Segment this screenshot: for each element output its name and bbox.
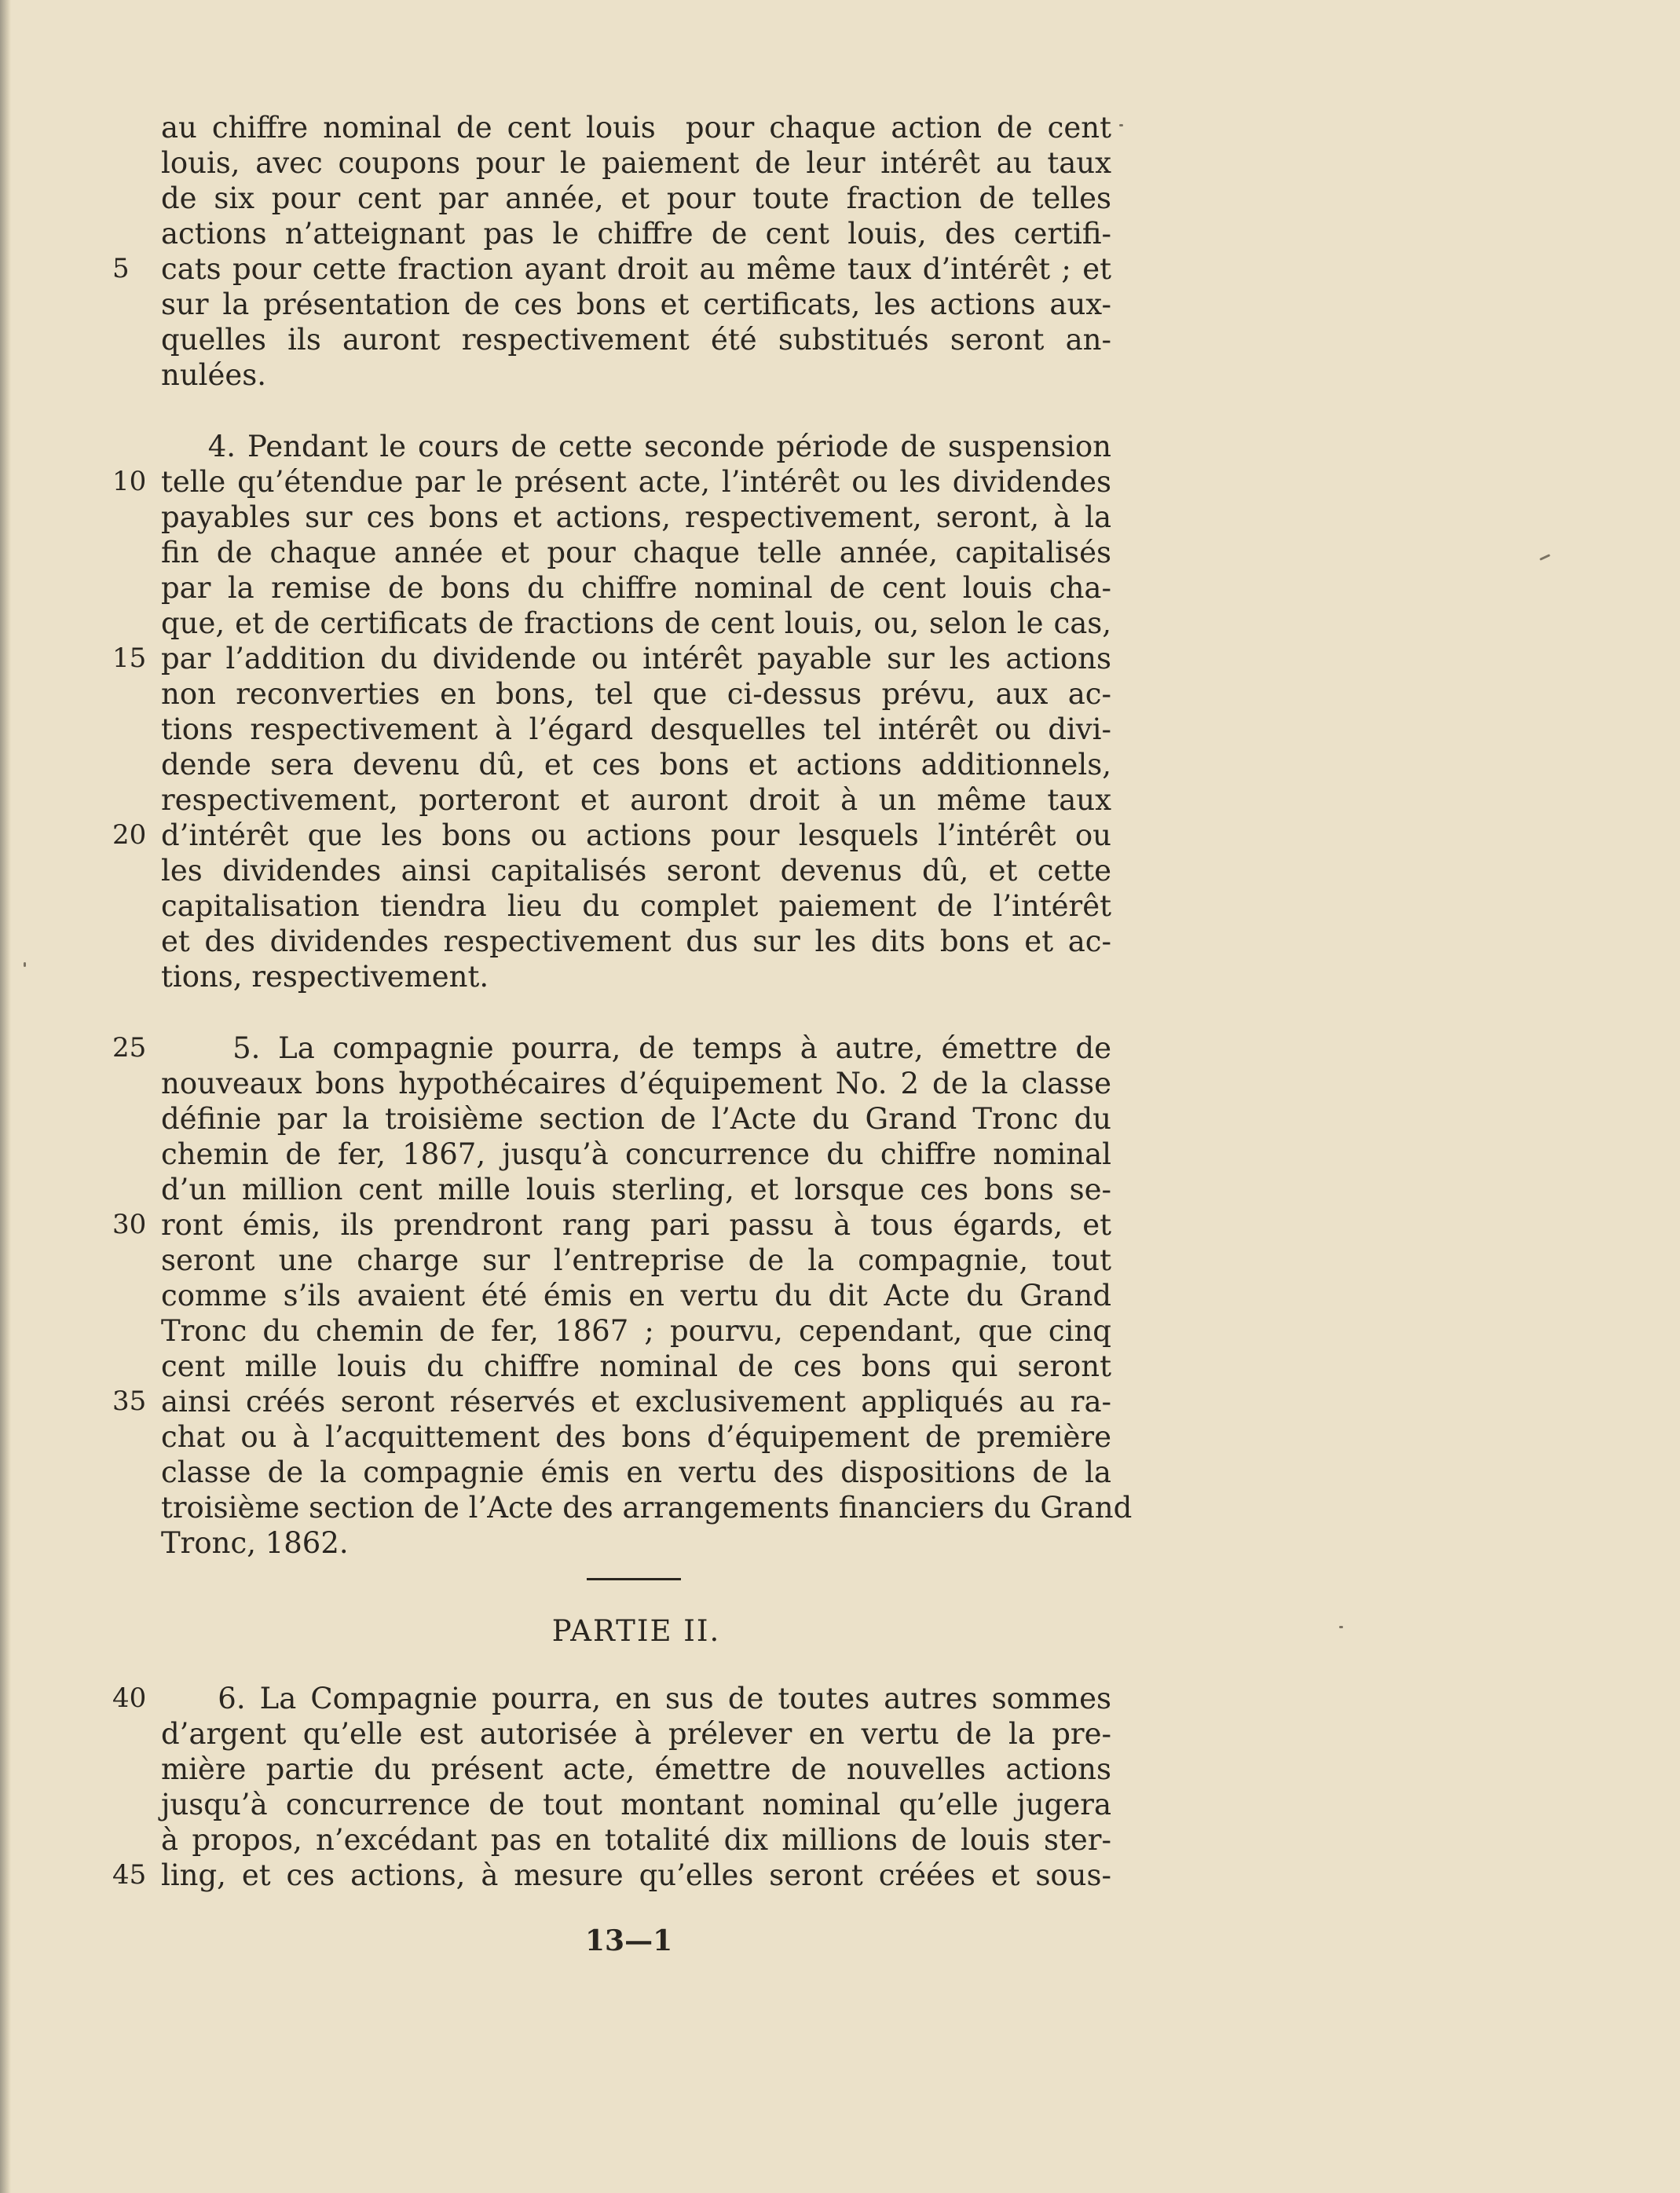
line-text: capitalisation tiendra lieu du complet paiement de l’intérêt: [161, 889, 1111, 923]
text-line: [161, 888, 1111, 924]
body-text: [112, 110, 1133, 1893]
line-text: 4. Pendant le cours de cette seconde période de suspension: [161, 430, 1111, 463]
text-line: [112, 251, 1111, 287]
text-line: [161, 181, 1111, 216]
text-line: [161, 1455, 1111, 1490]
paragraph-gap: [161, 393, 1111, 429]
line-number: 15: [112, 643, 147, 674]
line-text: troisième section de l’Acte des arrangements financiers du Grand: [161, 1491, 1133, 1525]
line-text: à propos, n’excédant pas en totalité dix millions de louis ster-: [161, 1823, 1111, 1857]
text-line: [161, 110, 1111, 145]
section-divider-rule: [587, 1578, 681, 1580]
binding-gutter: [0, 0, 11, 2193]
text-line: [161, 1716, 1111, 1752]
text-line: [161, 1787, 1111, 1822]
text-line: [161, 287, 1111, 322]
text-line: [161, 782, 1111, 818]
line-text: 6. La Compagnie pourra, en sus de toutes autres sommes: [161, 1682, 1111, 1715]
text-line: [161, 357, 1111, 393]
line-number: 25: [112, 1032, 147, 1064]
text-line: [161, 1525, 1111, 1561]
text-line: [161, 606, 1111, 641]
line-text: nouveaux bons hypothécaires d’équipement No. 2 de la classe: [161, 1067, 1111, 1100]
line-text: 5. La compagnie pourra, de temps à autre, émettre de: [161, 1031, 1111, 1065]
line-text: non reconverties en bons, tel que ci-dessus prévu, aux ac-: [161, 677, 1111, 711]
line-text: dende sera devenu dû, et ces bons et actions additionnels,: [161, 748, 1111, 782]
line-number: 45: [112, 1859, 147, 1891]
text-line: [161, 1490, 1133, 1525]
text-line: [161, 1313, 1111, 1349]
line-number: 5: [112, 253, 130, 284]
text-line: [161, 1822, 1111, 1858]
text-line: [161, 924, 1111, 959]
text-line: [161, 1172, 1111, 1207]
line-number: 20: [112, 819, 147, 851]
line-text: et des dividendes respectivement dus sur les dits bons et ac-: [161, 924, 1111, 958]
text-line: [161, 500, 1111, 535]
paper-speck: [1539, 554, 1550, 561]
text-line: [161, 712, 1111, 747]
text-line: [161, 429, 1111, 464]
section-6: [112, 1681, 1111, 1893]
line-text: tions, respectivement.: [161, 960, 489, 994]
line-text: définie par la troisième section de l’Acte du Grand Tronc du: [161, 1102, 1111, 1136]
part-heading: PARTIE II.: [551, 1614, 721, 1648]
line-text: quelles ils auront respectivement été substitués seront an-: [161, 323, 1111, 357]
line-text: d’argent qu’elle est autorisée à prélever en vertu de la pre-: [161, 1717, 1111, 1751]
paper-speck: [1339, 1626, 1343, 1628]
line-text: comme s’ils avaient été émis en vertu du dit Acte du Grand: [161, 1279, 1111, 1313]
line-number: 10: [112, 466, 147, 497]
paragraph-gap: [161, 994, 1111, 1031]
line-text: seront une charge sur l’entreprise de la compagnie, tout: [161, 1243, 1111, 1277]
text-line: [161, 1101, 1111, 1137]
line-text: nulées.: [161, 358, 267, 392]
text-line: [161, 959, 1111, 994]
line-text: ling, et ces actions, à mesure qu’elles seront créées et sous-: [161, 1858, 1111, 1892]
line-text: Tronc du chemin de fer, 1867 ; pourvu, cependant, que cinq: [161, 1314, 1111, 1348]
line-text: Tronc, 1862.: [161, 1526, 349, 1560]
line-text: d’un million cent mille louis sterling, et lorsque ces bons se-: [161, 1173, 1111, 1206]
line-text: les dividendes ainsi capitalisés seront devenus dû, et cette: [161, 854, 1111, 888]
text-line: [112, 1858, 1111, 1893]
line-text: respectivement, porteront et auront droit à un même taux: [161, 783, 1111, 817]
text-line: [161, 1066, 1111, 1101]
text-line: [112, 1384, 1111, 1419]
text-line: [112, 464, 1111, 500]
line-text: telle qu’étendue par le présent acte, l’intérêt ou les dividendes: [161, 465, 1111, 499]
text-line: [161, 747, 1111, 782]
text-line: [161, 1349, 1111, 1384]
line-text: que, et de certificats de fractions de cent louis, ou, selon le cas,: [161, 606, 1111, 640]
text-line: [112, 1207, 1111, 1243]
text-line: [161, 322, 1111, 357]
line-number: 40: [112, 1682, 147, 1714]
line-text: jusqu’à concurrence de tout montant nominal qu’elle jugera: [161, 1788, 1111, 1821]
text-line: [161, 216, 1111, 251]
paper-speck: [1119, 124, 1123, 126]
text-line: [161, 853, 1111, 888]
line-text: par l’addition du dividende ou intérêt payable sur les actions: [161, 642, 1111, 675]
line-text: ront émis, ils prendront rang pari passu à tous égards, et: [161, 1208, 1111, 1242]
line-text: actions n’atteignant pas le chiffre de cent louis, des certifi-: [161, 217, 1111, 251]
line-text: cats pour cette fraction ayant droit au même taux d’intérêt ; et: [161, 252, 1111, 286]
line-text: mière partie du présent acte, émettre de nouvelles actions: [161, 1752, 1111, 1786]
text-line: [112, 818, 1111, 853]
line-text: payables sur ces bons et actions, respectivement, seront, à la: [161, 500, 1111, 534]
line-text: de six pour cent par année, et pour toute fraction de telles: [161, 181, 1111, 215]
text-line: [112, 1681, 1111, 1716]
line-text: cent mille louis du chiffre nominal de ces bons qui seront: [161, 1349, 1111, 1383]
text-line: [112, 641, 1111, 676]
text-line: [161, 1278, 1111, 1313]
text-line: [161, 676, 1111, 712]
line-text: ainsi créés seront réservés et exclusivement appliqués au ra-: [161, 1385, 1111, 1419]
line-text: sur la présentation de ces bons et certificats, les actions aux-: [161, 287, 1111, 321]
line-text: fin de chaque année et pour chaque telle année, capitalisés: [161, 536, 1111, 569]
line-text: chemin de fer, 1867, jusqu’à concurrence du chiffre nominal: [161, 1137, 1111, 1171]
signature-mark: 13—1: [585, 1924, 673, 1957]
text-line: [161, 145, 1111, 181]
line-text: chat ou à l’acquittement des bons d’équipement de première: [161, 1420, 1111, 1454]
line-text: au chiffre nominal de cent louis pour chaque action de cent: [161, 111, 1111, 145]
line-text: louis, avec coupons pour le paiement de leur intérêt au taux: [161, 146, 1111, 180]
text-line: [161, 1419, 1111, 1455]
sections-3-to-5: [112, 110, 1133, 1561]
line-text: d’intérêt que les bons ou actions pour lesquels l’intérêt ou: [161, 818, 1111, 852]
line-text: tions respectivement à l’égard desquelles tel intérêt ou divi-: [161, 712, 1111, 746]
text-line: [161, 535, 1111, 570]
text-line: [112, 1031, 1111, 1066]
text-line: [161, 570, 1111, 606]
line-text: par la remise de bons du chiffre nominal de cent louis cha-: [161, 571, 1111, 605]
text-line: [161, 1137, 1111, 1172]
text-line: [161, 1752, 1111, 1787]
line-number: 35: [112, 1386, 147, 1417]
paper-speck: [24, 962, 26, 967]
line-number: 30: [112, 1209, 147, 1240]
line-text: classe de la compagnie émis en vertu des dispositions de la: [161, 1455, 1111, 1489]
text-line: [161, 1243, 1111, 1278]
